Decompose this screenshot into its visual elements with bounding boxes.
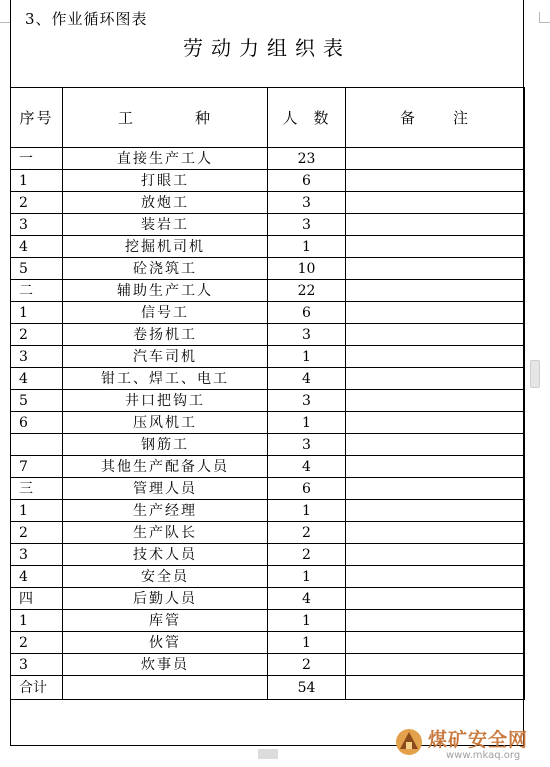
row-number: 四	[11, 588, 63, 610]
total-note	[346, 676, 525, 700]
row-job-type: 挖掘机司机	[63, 236, 268, 258]
table-row	[11, 610, 525, 632]
row-job-type: 放炮工	[63, 192, 268, 214]
row-number: 1	[11, 500, 63, 522]
row-number: 4	[11, 566, 63, 588]
header-type-char-1: 工	[117, 108, 135, 127]
table-row	[11, 346, 525, 368]
row-note	[346, 214, 525, 236]
row-job-type: 技术人员	[63, 544, 268, 566]
table-row	[11, 478, 525, 500]
row-note	[346, 302, 525, 324]
row-note	[346, 456, 525, 478]
table-row	[11, 192, 525, 214]
table-row	[11, 632, 525, 654]
row-count: 6	[268, 302, 346, 324]
row-note	[346, 280, 525, 302]
row-number: 1	[11, 610, 63, 632]
row-note	[346, 654, 525, 676]
table-row	[11, 258, 525, 280]
row-note	[346, 522, 525, 544]
row-number: 一	[11, 148, 63, 170]
table-row	[11, 302, 525, 324]
header-row	[11, 88, 525, 148]
header-note-char-1: 备	[399, 108, 417, 127]
row-count: 6	[268, 478, 346, 500]
row-job-type: 生产经理	[63, 500, 268, 522]
table-row	[11, 544, 525, 566]
row-job-type: 炊事员	[63, 654, 268, 676]
table-row	[11, 588, 525, 610]
row-note	[346, 236, 525, 258]
row-job-type: 信号工	[63, 302, 268, 324]
row-number: 3	[11, 654, 63, 676]
row-number: 2	[11, 522, 63, 544]
header-type	[63, 88, 268, 148]
row-job-type: 伙管	[63, 632, 268, 654]
header-count-char-2: 数	[313, 108, 331, 127]
row-count: 6	[268, 170, 346, 192]
row-note	[346, 500, 525, 522]
row-note	[346, 632, 525, 654]
row-note	[346, 544, 525, 566]
table-row	[11, 434, 525, 456]
table-row	[11, 654, 525, 676]
row-note	[346, 346, 525, 368]
table-row	[11, 214, 525, 236]
header-type-char-2: 种	[195, 108, 213, 127]
row-job-type: 井口把钩工	[63, 390, 268, 412]
table-row	[11, 170, 525, 192]
row-job-type: 生产队长	[63, 522, 268, 544]
row-number: 7	[11, 456, 63, 478]
row-job-type: 管理人员	[63, 478, 268, 500]
table-body	[11, 148, 525, 700]
row-count: 4	[268, 368, 346, 390]
row-job-type: 压风机工	[63, 412, 268, 434]
header-count-char-1: 人	[282, 108, 300, 127]
row-count: 1	[268, 632, 346, 654]
row-number: 5	[11, 390, 63, 412]
row-job-type: 汽车司机	[63, 346, 268, 368]
row-number: 4	[11, 368, 63, 390]
header-note	[346, 88, 525, 148]
row-count: 1	[268, 346, 346, 368]
row-note	[346, 258, 525, 280]
table-row	[11, 280, 525, 302]
row-note	[346, 566, 525, 588]
row-count: 3	[268, 434, 346, 456]
header-count	[268, 88, 346, 148]
row-job-type: 安全员	[63, 566, 268, 588]
row-number: 三	[11, 478, 63, 500]
row-count: 3	[268, 214, 346, 236]
row-count: 1	[268, 566, 346, 588]
row-count: 3	[268, 192, 346, 214]
row-number: 4	[11, 236, 63, 258]
row-job-type: 辅助生产工人	[63, 280, 268, 302]
row-number: 2	[11, 324, 63, 346]
row-note	[346, 324, 525, 346]
total-count: 54	[268, 676, 346, 700]
row-job-type: 打眼工	[63, 170, 268, 192]
table-row	[11, 522, 525, 544]
watermark-text: 煤矿安全网	[428, 729, 529, 751]
watermark-url: www.mkaq.org	[446, 750, 521, 761]
header-note-char-2: 注	[453, 108, 471, 127]
row-number	[11, 434, 63, 456]
total-blank	[63, 676, 268, 700]
table-row	[11, 456, 525, 478]
row-job-type: 砼浇筑工	[63, 258, 268, 280]
row-count: 1	[268, 610, 346, 632]
row-job-type: 库管	[63, 610, 268, 632]
scroll-handle[interactable]	[530, 360, 540, 388]
table-row	[11, 236, 525, 258]
row-count: 3	[268, 324, 346, 346]
row-job-type: 后勤人员	[63, 588, 268, 610]
row-note	[346, 412, 525, 434]
row-number: 2	[11, 192, 63, 214]
table-row	[11, 324, 525, 346]
table-row	[11, 368, 525, 390]
labor-organization-table	[10, 87, 525, 700]
row-job-type: 直接生产工人	[63, 148, 268, 170]
table-row	[11, 500, 525, 522]
row-count: 3	[268, 390, 346, 412]
row-note	[346, 588, 525, 610]
crop-mark-top-right	[539, 12, 550, 23]
row-count: 1	[268, 500, 346, 522]
row-number: 6	[11, 412, 63, 434]
row-job-type: 卷扬机工	[63, 324, 268, 346]
row-job-type: 装岩工	[63, 214, 268, 236]
row-note	[346, 434, 525, 456]
row-number: 1	[11, 302, 63, 324]
row-number: 3	[11, 544, 63, 566]
row-note	[346, 148, 525, 170]
row-number: 二	[11, 280, 63, 302]
table-title: 劳动力组织表	[183, 36, 351, 60]
row-note	[346, 390, 525, 412]
row-count: 10	[268, 258, 346, 280]
table-row	[11, 412, 525, 434]
row-number: 1	[11, 170, 63, 192]
table-row	[11, 566, 525, 588]
table-row	[11, 390, 525, 412]
row-count: 23	[268, 148, 346, 170]
row-job-type: 钢筋工	[63, 434, 268, 456]
row-count: 2	[268, 654, 346, 676]
watermark	[394, 725, 544, 765]
row-number: 3	[11, 346, 63, 368]
row-count: 2	[268, 522, 346, 544]
row-job-type: 其他生产配备人员	[63, 456, 268, 478]
row-note	[346, 368, 525, 390]
total-row	[11, 676, 525, 700]
row-number: 2	[11, 632, 63, 654]
row-count: 4	[268, 588, 346, 610]
table-row	[11, 148, 525, 170]
row-count: 4	[268, 456, 346, 478]
row-note	[346, 192, 525, 214]
row-count: 1	[268, 236, 346, 258]
row-note	[346, 610, 525, 632]
row-note	[346, 170, 525, 192]
section-heading: 3、作业循环图表	[25, 10, 148, 28]
header-no: 序号	[11, 88, 63, 148]
page-marker	[258, 749, 278, 759]
row-count: 1	[268, 412, 346, 434]
row-note	[346, 478, 525, 500]
row-job-type: 钳工、焊工、电工	[63, 368, 268, 390]
row-number: 5	[11, 258, 63, 280]
mine-logo-icon	[394, 727, 424, 757]
row-number: 3	[11, 214, 63, 236]
row-count: 22	[268, 280, 346, 302]
total-label: 合计	[11, 676, 63, 700]
row-count: 2	[268, 544, 346, 566]
